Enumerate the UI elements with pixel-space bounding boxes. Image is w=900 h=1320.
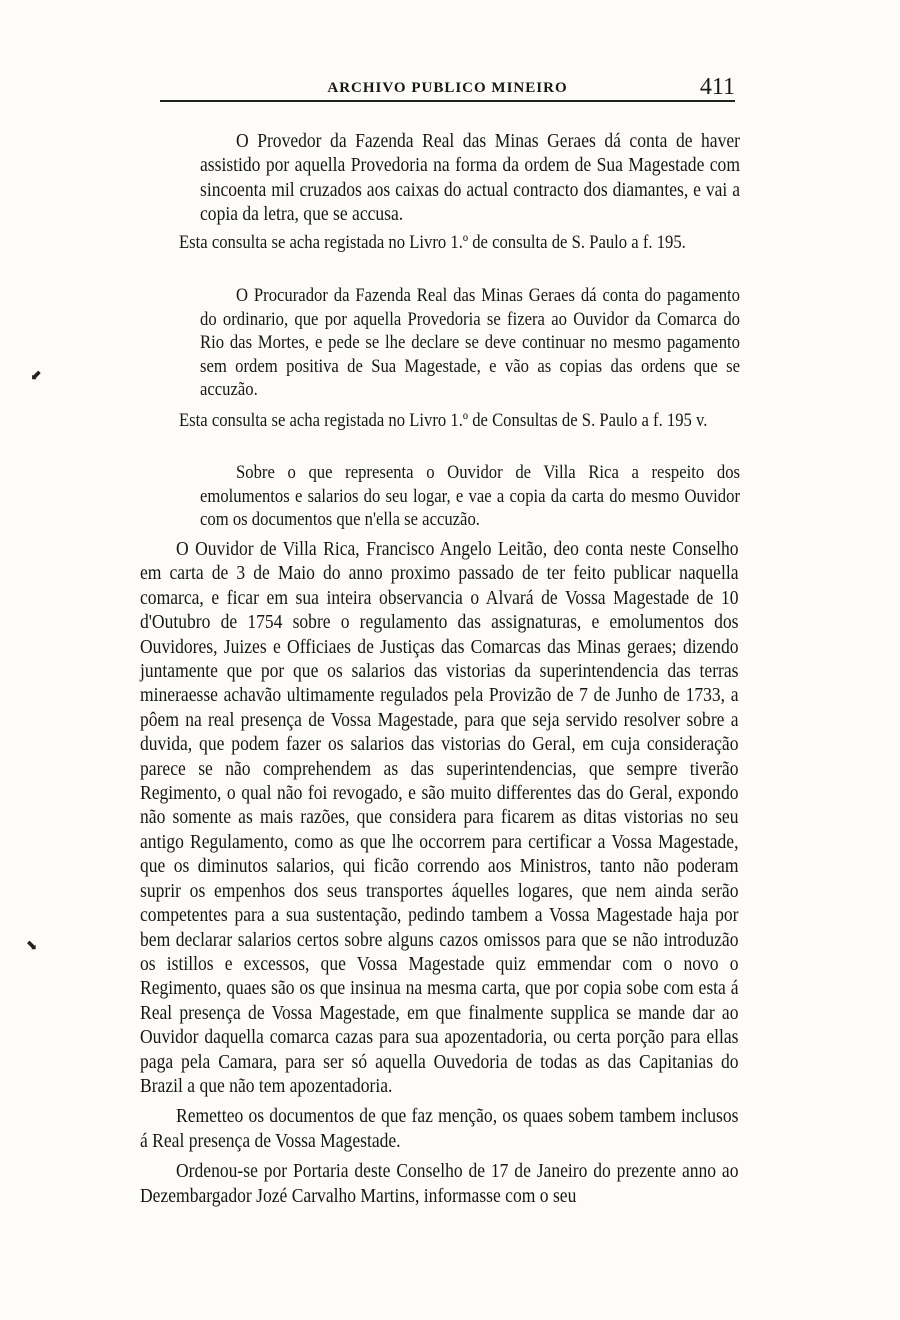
margin-mark: ⬋ xyxy=(30,369,42,384)
body-paragraph: Ordenou-se por Portaria deste Conselho de 17 de Janeiro do prezente anno ao Dezembargador Jozé Carvalho Martins, informasse com o seu xyxy=(140,1161,739,1207)
body-paragraph: Remetteo os documentos de que faz menção, os quaes sobem tambem inclusos á Real presença de Vossa Magestade. xyxy=(140,1106,739,1152)
body-text xyxy=(140,538,739,1209)
entry-2-registry: Esta consulta se acha registada no Livro 1.º de Consultas de S. Paulo a f. 195 v. xyxy=(179,411,708,431)
header-title: ARCHIVO PUBLICO MINEIRO xyxy=(327,80,568,96)
entry-2-summary: O Procurador da Fazenda Real das Minas Geraes dá conta do pagamento do ordinario, que por aquella Provedoria se fizera ao Ouvidor da Comarca do Rio das Mortes, e pede se lhe declare se deve continuar no mesmo pagamento sem ordem positiva de Sua Magestade, e vão as copias das ordens que se accuzão. xyxy=(200,286,740,401)
page-number: 411 xyxy=(699,74,735,100)
margin-mark: ⬊ xyxy=(26,939,38,954)
entry-1-registry: Esta consulta se acha registada no Livro 1.º de consulta de S. Paulo a f. 195. xyxy=(179,233,686,253)
entry-1-summary: O Provedor da Fazenda Real das Minas Geraes dá conta de haver assistido por aquella Provedoria na forma da ordem de Sua Magestade com sincoenta mil cruzados aos caixas do actual contracto dos diamantes, e vai a copia da letra, que se accusa. xyxy=(200,131,740,226)
header-rule xyxy=(160,100,735,102)
body-paragraph: O Ouvidor de Villa Rica, Francisco Angelo Leitão, deo conta neste Conselho em carta de 3 de Maio do anno proximo passado de ter feito publicar naquella comarca, e ficar em sua inteira observancia o Alvará de Vossa Magestade de 10 d'Outubro de 1754 sobre o regulamento das assignaturas, e emolumentos dos Ouvidores, Juizes e Officiaes de Justiças das Comarcas das Minas geraes; dizendo juntamente que por que os salarios das vistorias da superintendencia das terras mineraesse achavão ultimamente regulados pela Provizão de 7 de Junho de 1733, a pôem na real presença de Vossa Magestade, para que seja servido resolver sobre a duvida, que podem fazer os salarios das vistorias do Geral, em cuja consideração parece se não comprehendem as das superintendencias, que sempre tiverão Regimento, o qual não foi revogado, e são muito differentes das do Geral, expondo não somente as mais razões, que considera para ficarem as ditas vistorias no seu antigo Regulamento, como as que lhe occorrem para certificar a Vossa Magestade, que os diminutos salarios, qui ficão correndo aos Ministros, tanto não poderam suprir os empenhos dos seus transportes áquelles logares, que nem ainda serão competentes para a sua sustentação, pedindo tambem a Vossa Magestade haja por bem declarar salarios certos sobre alguns cazos omissos para que se não introduzão os istillos e excessos, que Vossa Magestade quiz emmendar com o novo o Regimento, quaes são os que insinua na mesma carta, que por copia sobe com esta á Real presença de Vossa Magestade, em que finalmente supplica se mande dar ao Ouvidor daquella comarca cazas para sua apozentadoria, ou certa porção para ellas paga pela Camara, para ser só aquella Ouvedoria de todas as das Capitanias do Brazil a que não tem apozentadoria. xyxy=(140,539,739,1097)
entry-3-summary: Sobre o que representa o Ouvidor de Villa Rica a respeito dos emolumentos e salarios do seu logar, e vae a copia da carta do mesmo Ouvidor com os documentos que n'ella se accuzão. xyxy=(200,463,740,531)
